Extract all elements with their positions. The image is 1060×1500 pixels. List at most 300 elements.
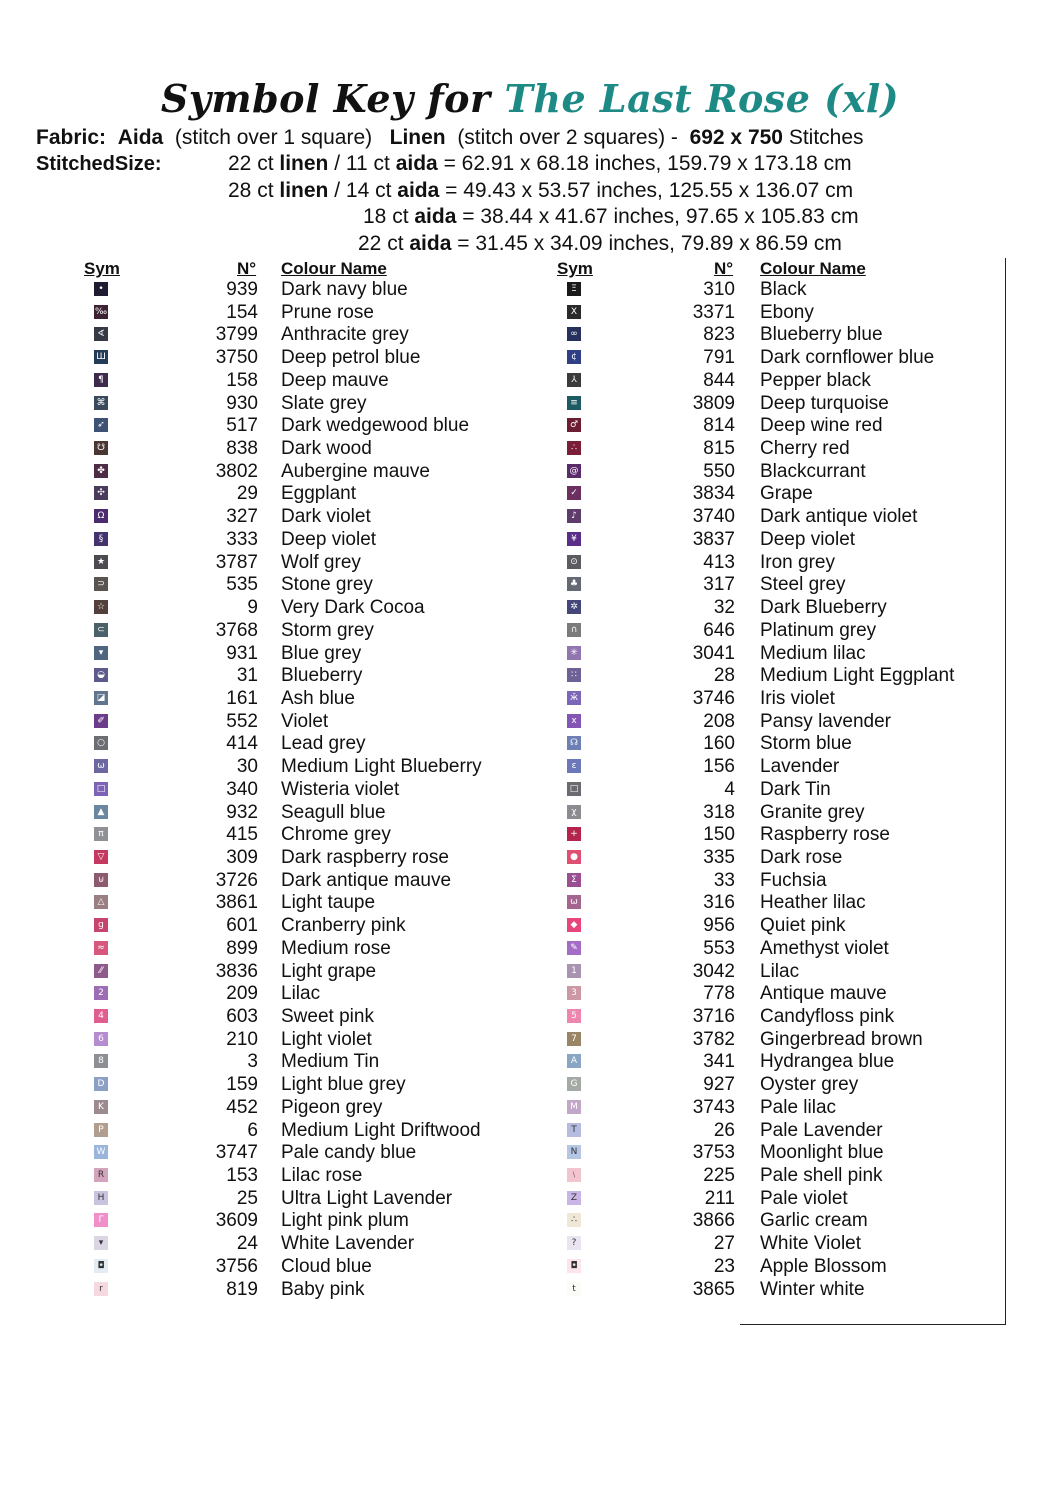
colour-name: Dark raspberry rose (281, 846, 449, 868)
size-line-mid: / 14 ct (328, 179, 398, 202)
symbol-swatch: @ (567, 464, 581, 478)
symbol-swatch: ӂ (567, 691, 581, 705)
symbol-swatch: ∩ (567, 623, 581, 637)
colour-name: Pale lilac (760, 1096, 837, 1118)
aida-note: (stitch over 1 square) (174, 126, 373, 149)
thread-number: 316 (703, 892, 735, 914)
thread-number: 939 (226, 279, 258, 300)
colour-name: Seagull blue (281, 801, 386, 823)
thread-number: 159 (226, 1074, 258, 1096)
symbol-swatch: ¥ (567, 532, 581, 546)
colour-name: Dark rose (760, 846, 843, 868)
thread-number: 791 (703, 347, 735, 369)
colour-name: Medium lilac (760, 642, 866, 664)
colour-name: Garlic cream (760, 1210, 868, 1232)
symbol-swatch: ⊙ (567, 555, 581, 569)
thread-number: 778 (703, 983, 735, 1005)
size-line-fabric2: aida (397, 179, 440, 202)
symbol-swatch: P (94, 1123, 108, 1137)
colour-name: Quiet pink (760, 915, 846, 937)
thread-number: 3782 (692, 1028, 735, 1050)
colour-name: Platinum grey (760, 619, 877, 641)
colour-name: Fuchsia (760, 869, 827, 891)
colour-name: Medium Light Eggplant (760, 665, 955, 687)
colour-name: Blue grey (281, 642, 362, 664)
thread-number: 3866 (692, 1210, 735, 1232)
colour-name: Light grape (281, 960, 377, 982)
thread-number: 552 (226, 710, 258, 732)
thread-number: 646 (703, 619, 735, 641)
border-bottom (740, 1324, 1006, 1325)
colour-name: Pansy lavender (760, 710, 891, 732)
symbol-swatch: Σ (567, 873, 581, 887)
colour-name: Anthracite grey (281, 324, 409, 346)
symbol-swatch: ε (567, 759, 581, 773)
symbol-swatch: ○ (94, 736, 108, 750)
colour-name: Light taupe (281, 892, 376, 914)
symbol-swatch: ◘ (567, 1259, 581, 1273)
symbol-swatch: Γ (94, 1213, 108, 1227)
symbol-swatch: ✐ (94, 714, 108, 728)
symbol-swatch: g (94, 918, 108, 932)
symbol-swatch: ≈ (94, 941, 108, 955)
colour-name: Ash blue (281, 687, 355, 709)
symbol-swatch: ✳ (567, 646, 581, 660)
thread-number: 927 (703, 1074, 735, 1096)
thread-number: 23 (713, 1255, 735, 1277)
thread-number: 30 (236, 756, 258, 778)
thread-number: 3740 (692, 506, 735, 528)
symbol-swatch: ≡ (567, 396, 581, 410)
size-line-fabric1: aida (409, 232, 452, 255)
colour-name: Ultra Light Lavender (281, 1187, 453, 1209)
symbol-swatch: ⌘ (94, 396, 108, 410)
symbol-swatch: r (94, 1282, 108, 1296)
colour-name: Cranberry pink (281, 915, 406, 937)
size-line-fabric1: linen (279, 152, 329, 175)
header-colour-name: Colour Name (281, 259, 387, 278)
colour-name: Lilac rose (281, 1165, 363, 1187)
thread-number: 899 (226, 937, 258, 959)
size-line (363, 205, 859, 229)
symbol-swatch: ∞ (567, 327, 581, 341)
colour-name: Iris violet (760, 687, 835, 709)
colour-name: Blueberry blue (760, 324, 883, 346)
thread-number: 603 (226, 1006, 258, 1027)
colour-name: Dark cornflower blue (760, 347, 935, 369)
thread-number: 309 (226, 846, 258, 868)
thread-number: 3746 (692, 687, 735, 709)
symbol-swatch: Ξ (567, 282, 581, 296)
thread-number: 3834 (692, 483, 735, 505)
stitched-size-label: StitchedSize: (36, 153, 162, 175)
colour-name: Lead grey (281, 733, 366, 755)
colour-name: Baby pink (281, 1278, 365, 1300)
symbol-swatch: ✤ (94, 464, 108, 478)
thread-number: 3809 (692, 392, 735, 414)
thread-number: 340 (226, 778, 258, 800)
thread-number: 517 (226, 415, 258, 437)
symbol-swatch: ⅄ (567, 373, 581, 387)
colour-name: Pale candy blue (281, 1142, 417, 1164)
stitches-label: Stitches (788, 126, 864, 149)
thread-number: 3609 (215, 1210, 258, 1232)
size-line (228, 152, 852, 176)
colour-name: Sweet pink (281, 1006, 374, 1027)
symbol-swatch: π (94, 827, 108, 841)
thread-number: 4 (724, 778, 735, 800)
pattern-name: The Last Rose (xl) (504, 76, 900, 121)
thread-number: 814 (703, 415, 735, 437)
thread-number: 209 (226, 983, 258, 1005)
colour-name: Medium Tin (281, 1051, 380, 1073)
thread-number: 930 (226, 392, 258, 414)
thread-number: 25 (236, 1187, 258, 1209)
symbol-swatch: χ (567, 805, 581, 819)
thread-number: 823 (703, 324, 735, 346)
symbol-swatch: 8 (94, 1054, 108, 1068)
thread-number: 161 (226, 687, 258, 709)
colour-name: Violet (281, 710, 329, 732)
symbol-swatch: X (567, 305, 581, 319)
symbol-swatch: ☋ (94, 441, 108, 455)
symbol-swatch: ∷ (567, 668, 581, 682)
symbol-swatch: H (94, 1191, 108, 1205)
thread-number: 153 (226, 1165, 258, 1187)
symbol-swatch: ⊍ (94, 873, 108, 887)
thread-number: 9 (247, 597, 258, 619)
symbol-swatch: ﹨ (567, 1168, 581, 1182)
thread-number: 601 (226, 915, 258, 937)
thread-number: 3837 (692, 528, 735, 550)
thread-number: 335 (703, 846, 735, 868)
colour-name: Light violet (281, 1028, 372, 1050)
colour-name: Pigeon grey (281, 1096, 383, 1118)
colour-name: Cherry red (760, 438, 850, 460)
colour-name: Storm blue (760, 733, 852, 755)
thread-number: 150 (703, 824, 735, 846)
colour-name: Prune rose (281, 301, 374, 323)
title-prefix: Symbol Key for (160, 76, 491, 121)
symbol-swatch: ◆ (567, 918, 581, 932)
symbol-swatch: ¶ (94, 373, 108, 387)
symbol-swatch: Ω (94, 509, 108, 523)
symbol-swatch: ω (94, 759, 108, 773)
symbol-swatch: K (94, 1100, 108, 1114)
colour-name: Gingerbread brown (760, 1028, 923, 1050)
colour-name: Deep violet (760, 528, 856, 550)
thread-number: 208 (703, 710, 735, 732)
symbol-swatch: ∢ (94, 327, 108, 341)
thread-number: 310 (703, 279, 735, 300)
thread-number: 3750 (215, 347, 258, 369)
colour-name: Medium rose (281, 937, 391, 959)
thread-number: 956 (703, 915, 735, 937)
symbol-swatch: ♣ (567, 577, 581, 591)
symbol-swatch: § (94, 532, 108, 546)
size-line-fabric1: aida (414, 205, 457, 228)
header-num: N° (237, 259, 257, 278)
symbol-swatch: 1 (567, 964, 581, 978)
thread-number: 553 (703, 937, 735, 959)
symbol-swatch: W (94, 1145, 108, 1159)
symbol-swatch: G (567, 1077, 581, 1091)
colour-name: Deep turquoise (760, 392, 889, 414)
colour-name: Steel grey (760, 574, 846, 596)
size-line-mid: / 11 ct (328, 152, 396, 175)
colour-name: Wisteria violet (281, 778, 400, 800)
colour-name: Blueberry (281, 665, 363, 687)
thread-number: 3799 (215, 324, 258, 346)
thread-number: 413 (703, 551, 735, 573)
thread-number: 3371 (692, 301, 735, 323)
symbol-swatch: ω (567, 895, 581, 909)
colour-name: Deep petrol blue (281, 347, 421, 369)
colour-name: Very Dark Cocoa (281, 597, 425, 619)
symbol-swatch: ➶ (94, 418, 108, 432)
colour-name: Black (760, 279, 807, 300)
thread-number: 3861 (215, 892, 258, 914)
thread-number: 32 (713, 597, 735, 619)
colour-name: Aubergine mauve (281, 460, 430, 482)
colour-name: Apple Blossom (760, 1255, 887, 1277)
symbol-swatch: ∴ (567, 1213, 581, 1227)
colour-name: Oyster grey (760, 1074, 859, 1096)
thread-number: 327 (226, 506, 258, 528)
thread-number: 844 (703, 369, 735, 391)
size-line-pre: 18 ct (363, 205, 415, 228)
colour-name: Deep wine red (760, 415, 883, 437)
fabric-line (36, 126, 864, 150)
size-line-pre: 28 ct (228, 179, 280, 202)
thread-number: 154 (226, 301, 258, 323)
thread-number: 415 (226, 824, 258, 846)
thread-number: 3802 (215, 460, 258, 482)
colour-name: Winter white (760, 1278, 865, 1300)
colour-name: Wolf grey (281, 551, 361, 573)
symbol-swatch: 4 (94, 1009, 108, 1023)
colour-name: Pale Lavender (760, 1119, 883, 1141)
symbol-swatch: 5 (567, 1009, 581, 1023)
aida-label: Aida (117, 126, 164, 149)
symbol-swatch: ⁄⁄ (94, 964, 108, 978)
colour-name: Ebony (760, 301, 814, 323)
colour-name: Dark navy blue (281, 279, 408, 300)
symbol-swatch: ◘ (94, 1259, 108, 1273)
size-line (228, 179, 853, 203)
symbol-swatch: D (94, 1077, 108, 1091)
colour-name: Amethyst violet (760, 937, 889, 959)
colour-name: Antique mauve (760, 983, 887, 1005)
symbol-swatch: ♪ (567, 509, 581, 523)
size-line-fabric1: linen (279, 179, 329, 202)
thread-number: 341 (703, 1051, 735, 1073)
symbol-swatch: ▾ (94, 1236, 108, 1250)
symbol-swatch: ☆ (94, 600, 108, 614)
symbol-swatch: ✓ (567, 486, 581, 500)
colour-name: Dark Tin (760, 778, 831, 800)
colour-name: Dark wood (281, 438, 372, 460)
size-line-pre: 22 ct (358, 232, 410, 255)
symbol-swatch: ▽ (94, 850, 108, 864)
symbol-swatch: ● (567, 850, 581, 864)
symbol-swatch: □ (94, 782, 108, 796)
size-line-dims: = 62.91 x 68.18 inches, 159.79 x 173.18 cm (437, 152, 852, 175)
symbol-swatch: ✎ (567, 941, 581, 955)
thread-number: 931 (226, 642, 258, 664)
symbol-swatch: ⊂ (94, 623, 108, 637)
colour-name: Heather lilac (760, 892, 866, 914)
thread-number: 211 (704, 1187, 735, 1209)
colour-name: White Violet (760, 1233, 862, 1255)
colour-name: Pepper black (760, 369, 871, 391)
symbol-swatch: ☊ (567, 736, 581, 750)
thread-number: 24 (236, 1233, 258, 1255)
thread-number: 414 (226, 733, 258, 755)
thread-number: 210 (226, 1028, 258, 1050)
symbol-swatch: ⊃ (94, 577, 108, 591)
colour-name: Raspberry rose (760, 824, 890, 846)
colour-name: Pale shell pink (760, 1165, 883, 1187)
thread-number: 29 (236, 483, 258, 505)
thread-number: 932 (226, 801, 258, 823)
colour-name: Moonlight blue (760, 1142, 884, 1164)
colour-name: Light blue grey (281, 1074, 406, 1096)
symbol-swatch: Ш (94, 350, 108, 364)
thread-number: 838 (226, 438, 258, 460)
thread-number: 156 (703, 756, 735, 778)
symbol-swatch: A (567, 1054, 581, 1068)
header-colour-name: Colour Name (760, 259, 866, 278)
colour-name: Deep violet (281, 528, 377, 550)
colour-name: Medium Light Blueberry (281, 756, 482, 778)
colour-name: Slate grey (281, 392, 367, 414)
symbol-swatch: M (567, 1100, 581, 1114)
thread-number: 535 (226, 574, 258, 596)
thread-number: 31 (236, 665, 258, 687)
thread-number: 158 (226, 369, 258, 391)
symbol-swatch: T (567, 1123, 581, 1137)
thread-number: 3042 (692, 960, 735, 982)
thread-number: 452 (226, 1096, 258, 1118)
thread-number: 6 (247, 1119, 258, 1141)
size-line-pre: 22 ct (228, 152, 280, 175)
thread-number: 3756 (215, 1255, 258, 1277)
colour-name: Dark antique mauve (281, 869, 452, 891)
colour-name: Pale violet (760, 1187, 848, 1209)
symbol-swatch: + (567, 827, 581, 841)
symbol-swatch: ♂ (567, 418, 581, 432)
symbol-swatch: ◪ (94, 691, 108, 705)
colour-name: Iron grey (760, 551, 835, 573)
symbol-swatch: ▾ (94, 646, 108, 660)
thread-number: 160 (703, 733, 735, 755)
symbol-swatch: ◒ (94, 668, 108, 682)
thread-number: 318 (703, 801, 735, 823)
colour-name: Blackcurrant (760, 460, 866, 482)
colour-name: Cloud blue (281, 1255, 372, 1277)
symbol-swatch: ▲ (94, 805, 108, 819)
symbol-swatch: □ (567, 782, 581, 796)
colour-name: Deep mauve (281, 369, 389, 391)
symbol-swatch: 6 (94, 1032, 108, 1046)
colour-name: Stone grey (281, 574, 373, 596)
thread-number: 27 (713, 1233, 735, 1255)
thread-number: 3768 (215, 619, 258, 641)
colour-name: Eggplant (281, 483, 357, 505)
thread-number: 3753 (692, 1142, 735, 1164)
thread-number: 225 (703, 1165, 735, 1187)
header-sym: Sym (84, 259, 120, 278)
symbol-swatch: 2 (94, 986, 108, 1000)
thread-number: 3041 (692, 642, 735, 664)
colour-name: Dark Blueberry (760, 597, 887, 619)
thread-number: 3787 (215, 551, 258, 573)
thread-number: 819 (226, 1278, 258, 1300)
symbol-swatch: ‰ (94, 306, 108, 317)
thread-number: 3865 (692, 1278, 735, 1300)
symbol-swatch: ¢ (567, 350, 581, 364)
thread-number: 26 (713, 1119, 735, 1141)
symbol-swatch: ★ (94, 555, 108, 569)
size-line-dims: = 38.44 x 41.67 inches, 97.65 x 105.83 cm (456, 205, 859, 228)
colour-name: Dark wedgewood blue (281, 415, 470, 437)
colour-name: Granite grey (760, 801, 865, 823)
thread-number: 33 (713, 869, 735, 891)
colour-name: Grape (760, 483, 813, 505)
symbol-swatch: Z (567, 1191, 581, 1205)
symbol-swatch: R (94, 1168, 108, 1182)
symbol-swatch: ✲ (567, 600, 581, 614)
colour-name: Medium Light Driftwood (281, 1119, 481, 1141)
colour-name: Candyfloss pink (760, 1006, 895, 1027)
stitch-count: 692 x 750 (689, 126, 783, 149)
symbol-swatch: t (567, 1282, 581, 1296)
size-line-dims: = 49.43 x 53.57 inches, 125.55 x 136.07 cm (439, 179, 854, 202)
colour-name: Dark violet (281, 506, 371, 528)
size-line-dims: = 31.45 x 34.09 inches, 79.89 x 86.59 cm (451, 232, 842, 255)
colour-name: Dark antique violet (760, 506, 918, 528)
colour-name: Lilac (760, 960, 800, 982)
thread-number: 3743 (692, 1096, 735, 1118)
fabric-label: Fabric: (36, 126, 107, 149)
colour-name: Light pink plum (281, 1210, 409, 1232)
symbol-swatch: N (567, 1145, 581, 1159)
symbol-swatch: x (567, 714, 581, 728)
symbol-swatch: 3 (567, 986, 581, 1000)
colour-name: White Lavender (281, 1233, 415, 1255)
border-right (1005, 258, 1006, 1324)
linen-note: (stitch over 2 squares) - (457, 126, 678, 149)
thread-number: 3726 (215, 869, 258, 891)
thread-number: 3716 (692, 1006, 735, 1027)
symbol-swatch: △ (94, 895, 108, 909)
header-num: N° (714, 259, 734, 278)
linen-label: Linen (389, 126, 446, 149)
header-sym: Sym (557, 259, 593, 278)
colour-name: Chrome grey (281, 824, 391, 846)
symbol-swatch: ✣ (94, 486, 108, 500)
symbol-swatch: 7 (567, 1032, 581, 1046)
colour-name: Storm grey (281, 619, 374, 641)
thread-number: 815 (703, 438, 735, 460)
colour-name: Lilac (281, 983, 321, 1005)
symbol-swatch: • (94, 282, 108, 296)
symbol-swatch: ? (567, 1236, 581, 1250)
thread-number: 3836 (215, 960, 258, 982)
symbol-swatch: ∴ (567, 441, 581, 455)
thread-number: 333 (226, 528, 258, 550)
